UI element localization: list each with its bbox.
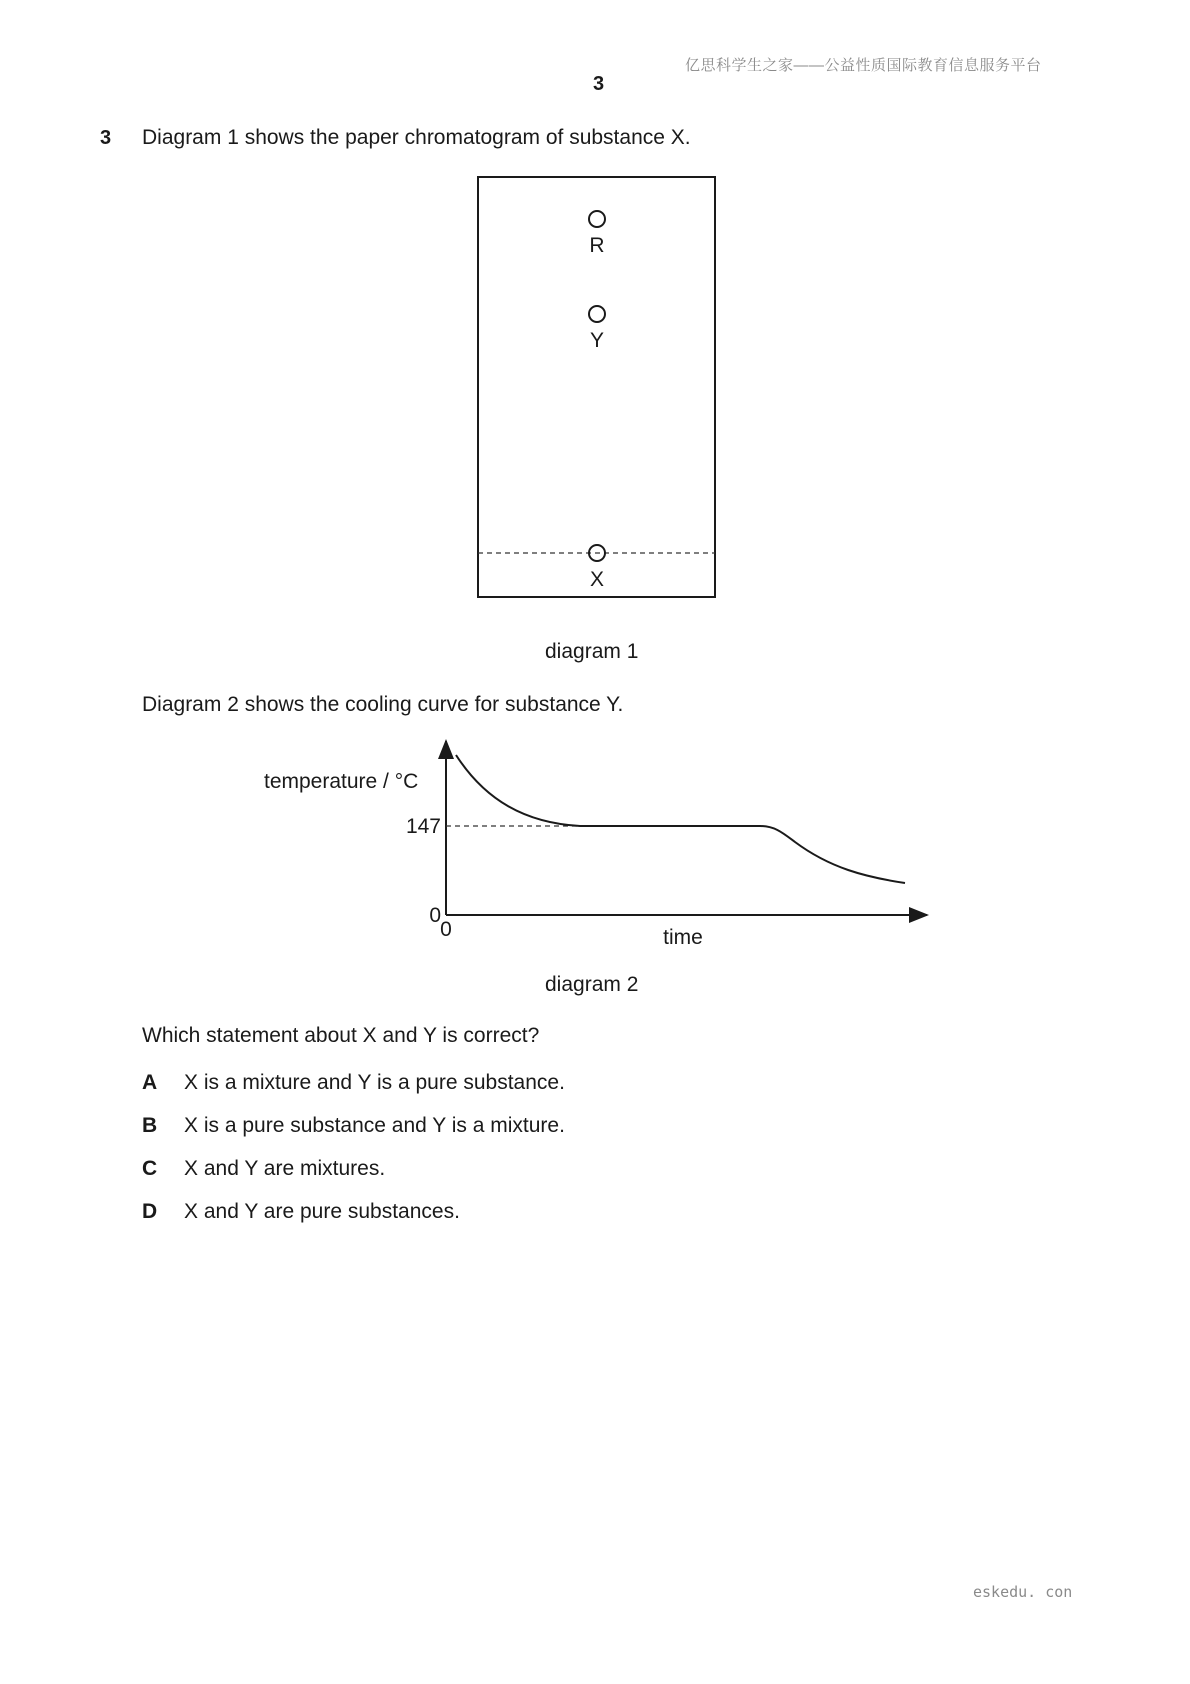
question-number: 3 — [100, 127, 112, 149]
diagram2-caption: diagram 2 — [545, 973, 639, 996]
option-a-letter: A — [142, 1071, 158, 1094]
y-axis-label: temperature / °C — [264, 770, 419, 793]
option-a-text: X is a mixture and Y is a pure substance. — [184, 1071, 565, 1094]
diagram1-caption: diagram 1 — [545, 640, 639, 663]
spot-r — [589, 211, 605, 227]
x-axis-label: time — [663, 926, 703, 949]
y-origin-label: 0 — [429, 904, 441, 927]
x-origin-label: 0 — [440, 918, 452, 941]
question-intro: Diagram 1 shows the paper chromatogram of substance X. — [142, 126, 691, 149]
option-b-text: X is a pure substance and Y is a mixture. — [184, 1114, 565, 1137]
chromatogram-diagram — [470, 170, 720, 610]
diagram2-intro: Diagram 2 shows the cooling curve for substance Y. — [142, 693, 624, 716]
option-d-letter: D — [142, 1200, 158, 1223]
watermark-text: 亿思科学生之家——公益性质国际教育信息服务平台 — [685, 57, 1042, 74]
spot-label-x: X — [589, 568, 605, 591]
cooling-curve-chart — [255, 735, 935, 955]
y-value-label-147: 147 — [405, 815, 441, 838]
spot-y — [589, 306, 605, 322]
option-b-letter: B — [142, 1114, 158, 1137]
question-prompt: Which statement about X and Y is correct? — [142, 1024, 540, 1047]
option-d-text: X and Y are pure substances. — [184, 1200, 460, 1223]
option-c-text: X and Y are mixtures. — [184, 1157, 386, 1180]
spot-label-r: R — [589, 234, 605, 257]
option-c-letter: C — [142, 1157, 158, 1180]
footer-site: eskedu. con — [973, 1583, 1073, 1601]
cooling-curve-line — [456, 755, 905, 883]
spot-label-y: Y — [589, 329, 605, 352]
page-number: 3 — [593, 73, 605, 95]
